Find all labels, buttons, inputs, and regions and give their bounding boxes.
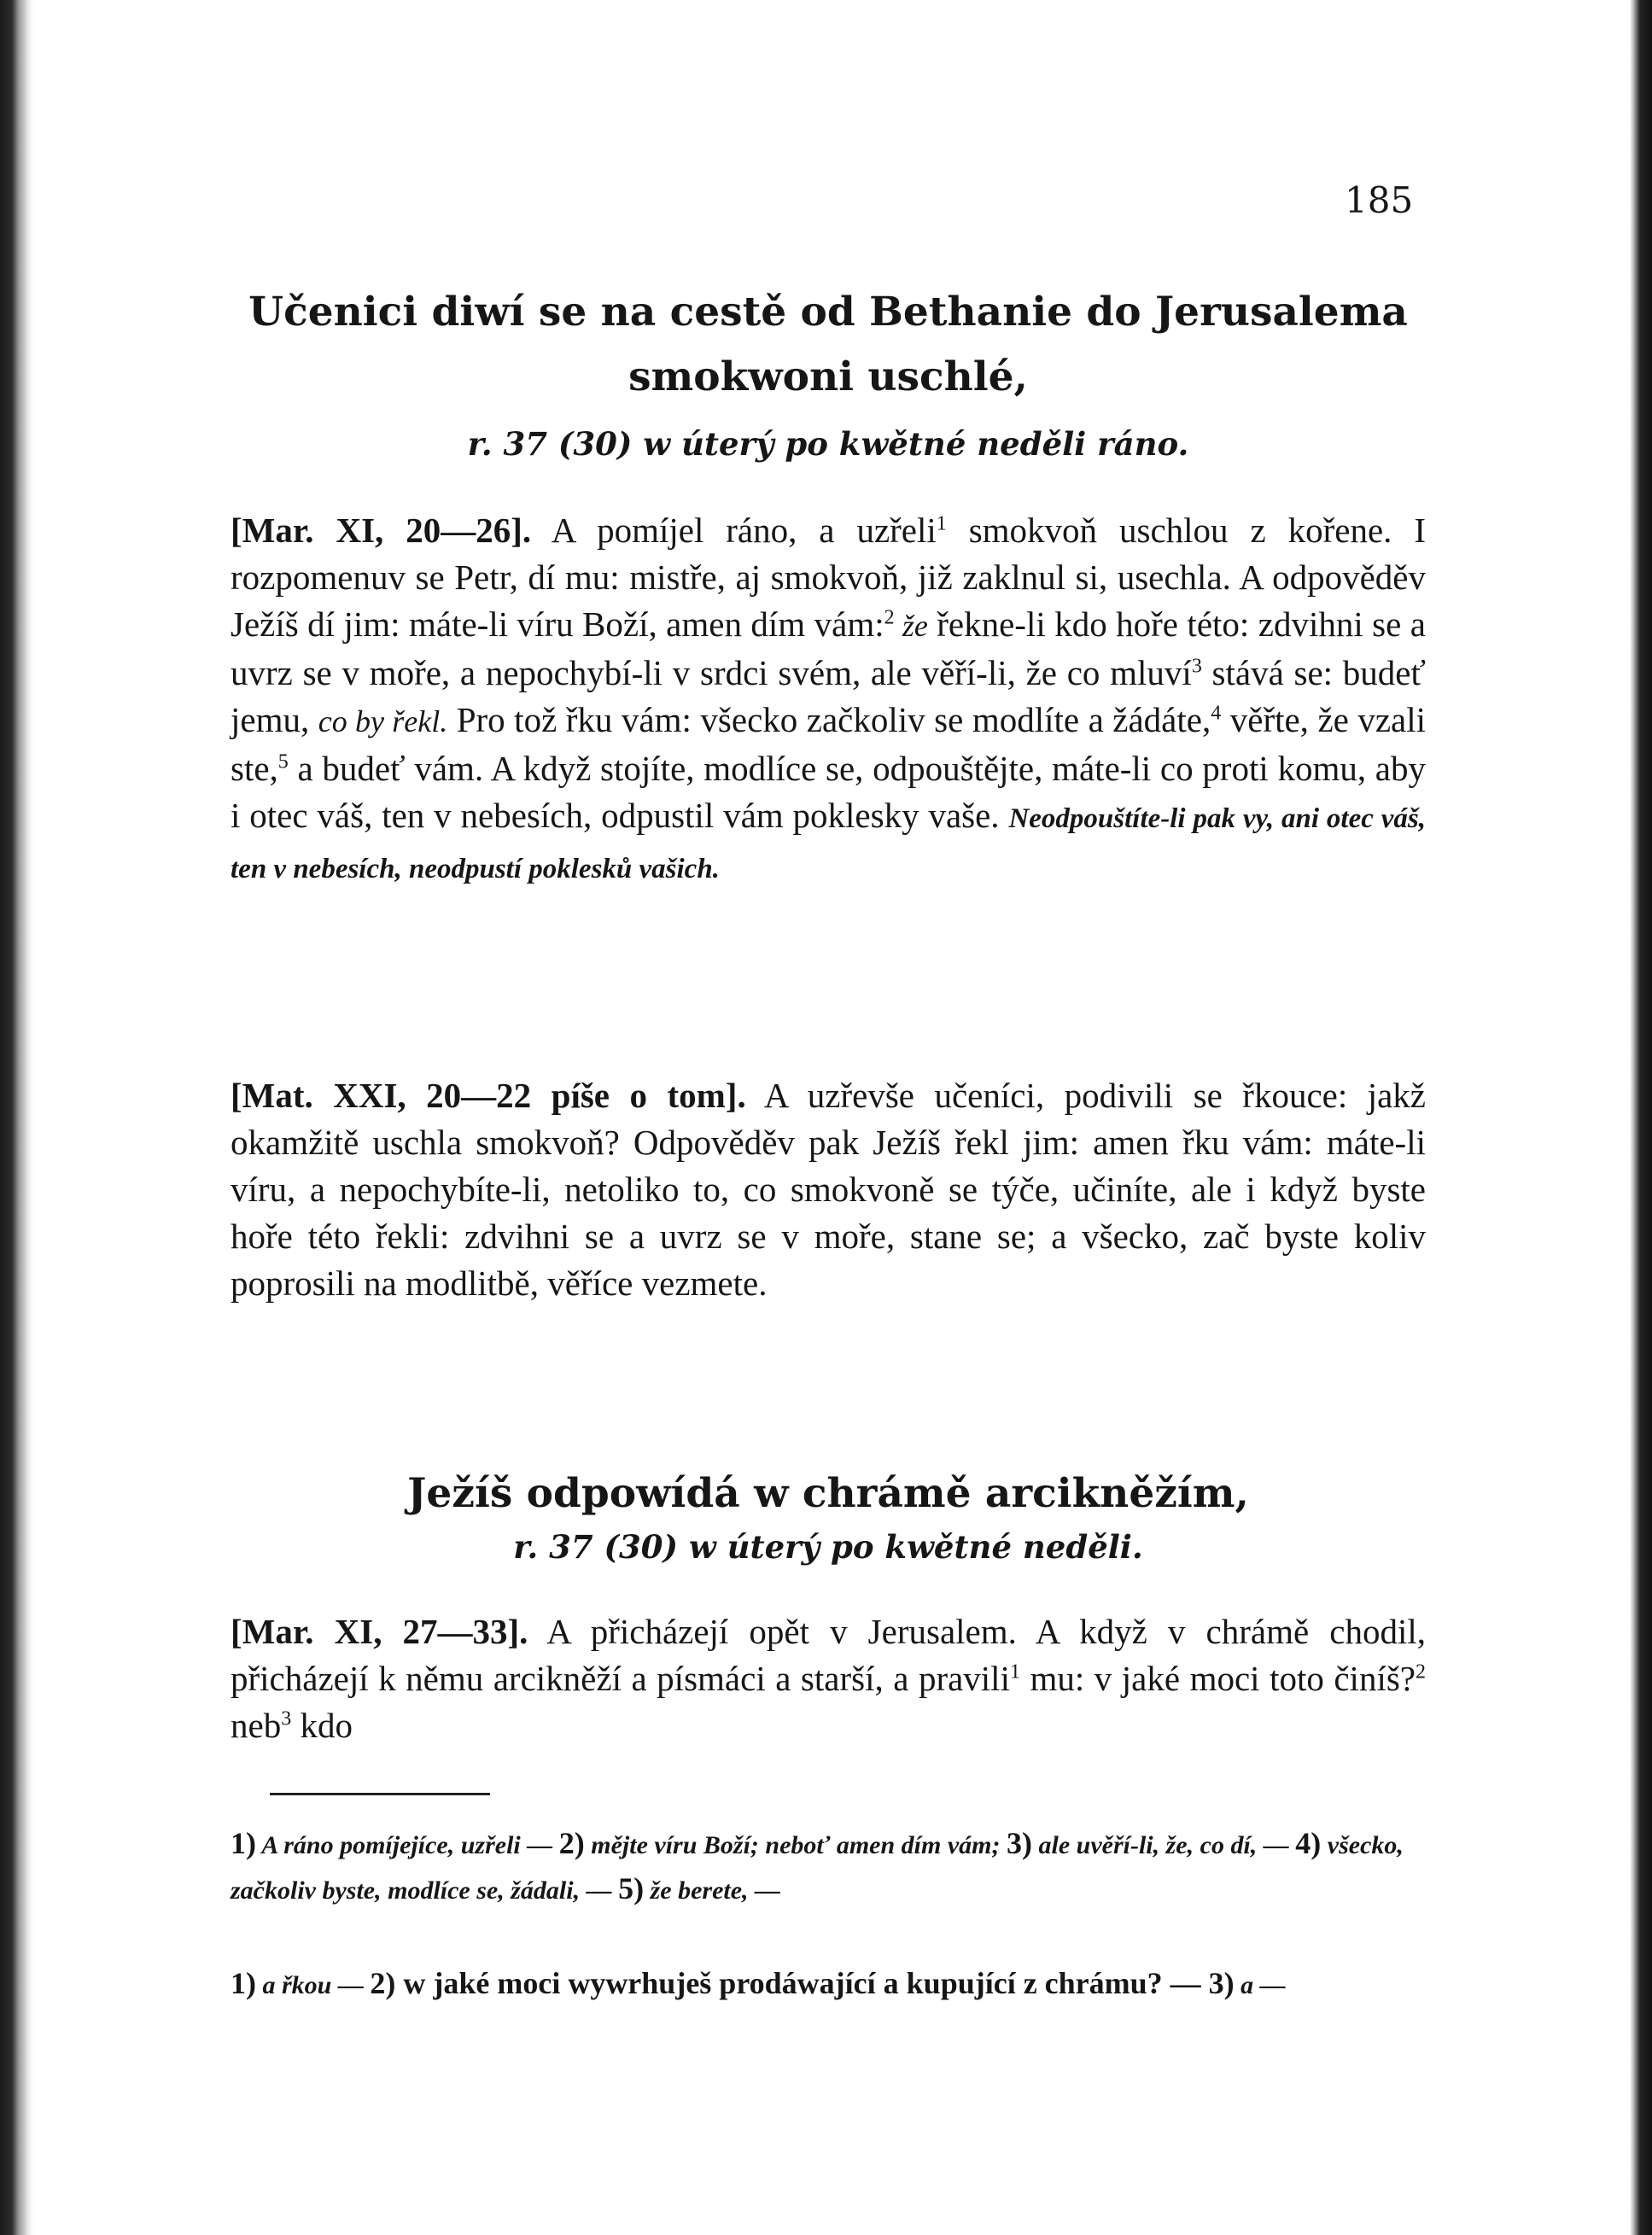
footnote-marker: 3 <box>1191 655 1202 678</box>
section-subtitle-1: r. 37 (30) w úterý po kwětné neděli ráno. <box>467 425 1189 463</box>
italic-text: že <box>894 609 928 643</box>
paragraph-matthew-21 <box>231 1072 1426 1307</box>
footnote-text: A ráno pomíjejíce, uzřeli — <box>256 1831 559 1859</box>
italic-text: Neodpouštíte-li pak vy, ani otec váš, ten v nebesích, neodpustí poklesků vašich. <box>231 803 1426 884</box>
text: Pro tož řku vám: všecko začkoliv se modlíte a žádáte, <box>447 700 1211 739</box>
text: kdo <box>291 1706 353 1745</box>
footnote-text: ale uvěří-li, že, co dí, — <box>1032 1831 1296 1859</box>
footnote-number: 2) <box>370 1966 396 2000</box>
footnote-number: 1) <box>231 1966 256 2000</box>
footnote-text: w jaké moci wywrhuješ prodáwající a kupující z chrámu? — <box>395 1966 1209 2000</box>
footnote-text: a — <box>1234 1971 1286 1999</box>
footnotes-group-1 <box>231 1822 1434 1912</box>
footnote-marker: 4 <box>1211 702 1222 725</box>
text: A pomíjel ráno, a uzřeli <box>531 511 937 550</box>
section-title-1-line2: smokwoni uschlé, <box>628 353 1028 400</box>
footnote-marker: 5 <box>277 750 289 773</box>
footnote-text: že berete, — <box>644 1876 781 1905</box>
scripture-reference: [Mar. XI, 27—33]. <box>231 1612 528 1651</box>
footnote-rule <box>270 1793 490 1795</box>
footnote-number: 3) <box>1208 1966 1235 2000</box>
text: řekne-li kdo hoře této: zdvihni se a uvrz se v moře, a nepochybí-li v srdci svém, ale věří-li, že co mluví <box>231 604 1426 692</box>
footnote-number: 4) <box>1295 1826 1322 1860</box>
scan-edge-left <box>0 0 34 2235</box>
section-title-1 <box>231 280 1426 410</box>
text: stává se: budeť jemu, <box>231 653 1426 739</box>
page-number: 185 <box>1345 179 1414 221</box>
paragraph-mark-11 <box>231 507 1426 893</box>
text: A přicházejí opět v Jerusalem. A když v chrámě chodil, přicházejí k němu arcikněží a písmáci a starší, a pravili <box>231 1612 1426 1698</box>
text: A uzřevše učeníci, podivili se řkouce: jakž okamžitě uschla smokvoň? Odpověděv pak Ježíš řekl jim: amen řku vám: máte-li víru, a nepochybíte-li, netoliko to, co smokvoně se týče, učiníte, ale i když byste hoře této řekli: zdvihni se a uvrz se v moře, stane se; a všecko, zač byste koliv poprosili na modlitbě, věříce vezmete. <box>231 1076 1427 1303</box>
scan-edge-right <box>1630 0 1652 2235</box>
footnote-number: 3) <box>1007 1826 1032 1860</box>
footnote-text: všecko, začkoliv byste, modlíce se, žádali, — <box>231 1831 1404 1905</box>
text: věřte, že vzali ste, <box>231 700 1427 788</box>
footnote-number: 5) <box>618 1871 645 1905</box>
footnote-number: 2) <box>558 1826 585 1860</box>
paragraph-mark-11-b <box>231 1608 1426 1749</box>
footnote-text: mějte víru Boží; neboť amen dím vám; <box>584 1831 1007 1859</box>
footnote-marker: 3 <box>281 1707 292 1730</box>
scripture-reference: [Mar. XI, 20—26]. <box>231 511 532 550</box>
text: mu: v jaké moci toto činíš? <box>1019 1659 1416 1698</box>
text: smokvoň uschlou z kořene. I rozpomenuv se Petr, dí mu: mistře, aj smokvoň, již zaklnul si, usechla. A odpověděv Ježíš dí jim: máte-li víru Boží, amen dím vám: <box>231 511 1426 644</box>
footnote-text: a řkou — <box>256 1971 371 1999</box>
footnote-marker: 1 <box>936 512 947 535</box>
section-title-2: Ježíš odpowídá w chrámě arcikněžím, <box>407 1470 1249 1517</box>
scripture-reference: [Mat. XXI, 20—22 píše o tom]. <box>231 1076 746 1115</box>
footnotes-group-2 <box>231 1962 1434 2007</box>
text: a budeť vám. A když stojíte, modlíce se, odpouštějte, máte-li co proti komu, aby i otec váš, ten v nebesích, odpustil vám poklesky vaše. <box>231 749 1426 835</box>
text: neb <box>231 1706 282 1745</box>
footnote-marker: 2 <box>884 606 895 629</box>
section-title-1-line1: Učenici diwí se na cestě od Bethanie do Jerusalema <box>248 289 1408 336</box>
footnote-number: 1) <box>231 1826 256 1860</box>
section-subtitle-2: r. 37 (30) w úterý po kwětné neděli. <box>513 1528 1143 1566</box>
italic-text: co by řekl. <box>318 704 448 738</box>
footnote-marker: 1 <box>1009 1660 1020 1684</box>
footnote-marker: 2 <box>1416 1660 1426 1684</box>
